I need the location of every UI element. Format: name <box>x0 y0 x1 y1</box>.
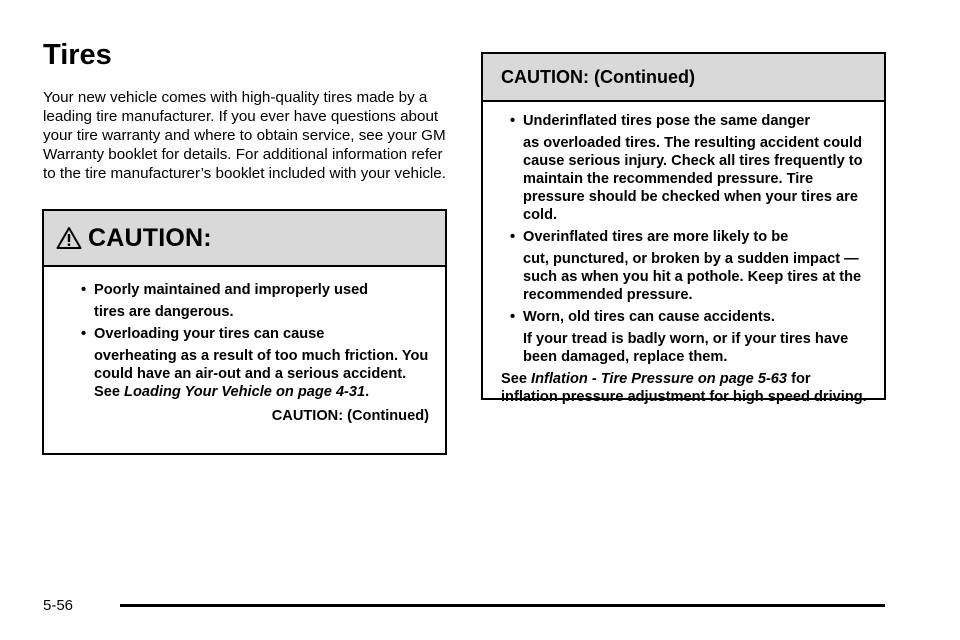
continued-label: CAUTION: (Continued) <box>271 408 429 424</box>
caution-continued-title: CAUTION: (Continued) <box>501 66 695 87</box>
caution-item <box>72 281 429 321</box>
page-number: 5-56 <box>43 597 74 614</box>
see-reference-paragraph <box>501 370 870 406</box>
page-title: Tires <box>43 39 112 71</box>
see-suffix: for inflation pressure adjustment for high speed driving. <box>501 371 867 405</box>
caution-item <box>72 325 429 401</box>
cross-reference-link[interactable]: Loading Your Vehicle on page 4-31 <box>124 384 366 400</box>
caution-body <box>44 267 445 425</box>
caution-header <box>44 211 445 267</box>
caution-item-first-line: • Worn, old tires can cause accidents. <box>523 309 775 325</box>
worn-tire-note: If your tread is badly worn, or if your tires have been damaged, replace them. <box>523 331 849 365</box>
caution-item-first-line: • Poorly maintained and improperly used <box>94 282 369 298</box>
caution-item-text: cut, punctured, or broken by a sudden impact — such as when you hit a pothole. Keep tires at the recommended pressure. <box>523 251 862 303</box>
caution-item <box>501 112 870 224</box>
footer-rule <box>120 604 885 607</box>
see-prefix: See <box>501 371 532 387</box>
caution-box <box>42 209 447 455</box>
caution-item-text: as overloaded tires. The resulting accident could cause serious injury. Check all tires frequently to maintain the recommended pressure. Tire pressure should be checked when your tires are cold. <box>523 135 863 223</box>
cross-reference-link[interactable]: Inflation - Tire Pressure on page 5-63 <box>531 371 788 387</box>
caution-item-first-line: • Overloading your tires can cause <box>94 326 325 342</box>
caution-title: CAUTION: <box>88 223 212 252</box>
caution-continued-body <box>483 102 884 406</box>
caution-list <box>72 281 429 401</box>
caution-list <box>501 112 870 326</box>
intro-paragraph: Your new vehicle comes with high-quality tires made by a leading tire manufacturer. If you ever have questions about your tire warranty and where to obtain service, see your GM Warranty booklet for details. For additional information refer to the tire manufacturer’s booklet included with your vehicle. <box>43 89 446 182</box>
caution-item-first-line: • Underinflated tires pose the same danger <box>523 113 811 129</box>
caution-item <box>501 308 870 326</box>
caution-item-text: overheating as a result of too much friction. You could have an air-out and a serious accident. See <box>94 348 429 400</box>
caution-item <box>501 228 870 304</box>
caution-item-first-line: • Overinflated tires are more likely to be <box>523 229 789 245</box>
caution-continued-header <box>483 54 884 102</box>
caution-item-end: . <box>365 384 370 400</box>
warning-triangle-icon <box>56 226 82 250</box>
caution-item-text: tires are dangerous. <box>94 304 234 320</box>
caution-continued-box <box>481 52 886 405</box>
